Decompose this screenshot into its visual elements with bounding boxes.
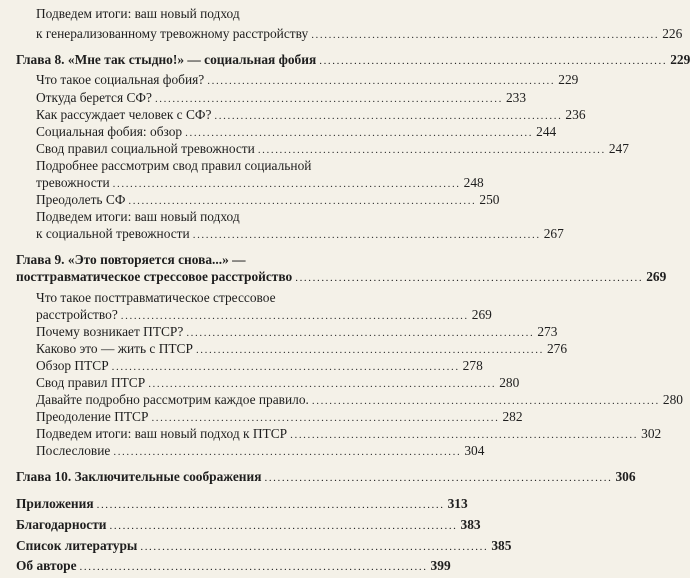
dot-leader: ................................................................................ [154,93,503,105]
toc-entry-page: 250 [479,192,500,207]
toc-entry [36,324,558,342]
toc-entry [36,141,629,159]
toc-entry-title: Преодоление ПТСР [36,409,149,424]
toc-entry-title: Почему возникает ПТСР? [36,324,184,339]
toc-entry-title: тревожности [36,175,110,190]
dot-leader: ................................................................................ [185,127,534,139]
toc-entry-page: 269 [471,307,492,322]
toc-entry-title: Давайте подробно рассмотрим каждое правило. [36,392,309,407]
chapter-10-heading [16,469,636,487]
toc-entry-page: 248 [463,175,484,190]
toc-entry-title: Откуда берется СФ? [36,90,152,105]
toc-entry [36,426,662,444]
dot-leader: ................................................................................ [186,327,535,339]
toc-entry-line1: Подробнее рассмотрим свод правил социальной [36,158,312,173]
toc-entry-title: к генерализованному тревожному расстройству [36,26,309,41]
toc-entry-page: 278 [462,358,483,373]
toc-entry-page: 302 [641,426,662,441]
dot-leader: ................................................................................ [290,429,639,441]
toc-entry-line1: Что такое посттравматическое стрессовое [36,290,276,305]
toc-entry-page: 236 [565,107,586,122]
chapter-8-heading [16,52,690,70]
toc-entry-page: 273 [537,324,558,339]
toc-entry [36,443,485,461]
toc-entry-page: 280 [662,392,683,407]
toc-entry-line1: Подведем итоги: ваш новый подход [36,6,240,21]
toc-entry [36,358,483,376]
toc-entry-title: Свод правил ПТСР [36,375,146,390]
dot-leader: ................................................................................ [319,55,668,67]
dot-leader: ................................................................................ [128,195,477,207]
dot-leader: ................................................................................ [140,541,489,553]
dot-leader: ................................................................................ [192,229,541,241]
toc-entry-page: 276 [546,341,568,356]
back-matter-page: 313 [447,496,468,511]
toc-entry-page: 247 [608,141,629,156]
toc-entry [36,409,523,427]
chapter-page: 269 [646,269,667,284]
dot-leader: ................................................................................ [79,561,428,573]
toc-entry-title: Социальная фобия: обзор [36,124,183,139]
chapter-9-heading-line1: Глава 9. «Это повторяется снова...» — [16,252,246,267]
toc-entry-page: 282 [502,409,523,424]
back-matter-title: Список литературы [16,538,138,553]
chapter-title: Глава 8. «Мне так стыдно!» — социальная фобия [16,52,317,67]
dot-leader: ................................................................................ [113,446,462,458]
chapter-page: 229 [670,52,690,67]
dot-leader: ................................................................................ [311,395,660,407]
back-matter-entry [16,538,512,556]
back-matter-page: 385 [491,538,512,553]
back-matter-entry [16,517,481,535]
toc-entry [36,307,492,325]
toc-entry [36,175,484,193]
dot-leader: ................................................................................ [151,412,500,424]
toc-entry [36,107,586,125]
dot-leader: ................................................................................ [214,110,563,122]
dot-leader: ................................................................................ [111,361,460,373]
toc-entry-page: 229 [558,72,579,87]
toc-entry [36,90,527,108]
dot-leader: ................................................................................ [257,144,606,156]
dot-leader: ................................................................................ [120,310,469,322]
dot-leader: ................................................................................ [195,344,544,356]
toc-entry-title: Свод правил социальной тревожности [36,141,255,156]
toc-entry-title: Послесловие [36,443,111,458]
toc-entry-title: Как рассуждает человек с СФ? [36,107,212,122]
back-matter-page: 383 [460,517,481,532]
toc-entry-title: расстройство? [36,307,118,322]
back-matter-title: Благодарности [16,517,107,532]
dot-leader: ................................................................................ [112,178,461,190]
toc-entry-page: 267 [543,226,564,241]
dot-leader: ................................................................................ [96,499,445,511]
chapter-title: Глава 10. Заключительные соображения [16,469,262,484]
dot-leader: ................................................................................ [311,29,660,41]
dot-leader: ................................................................................ [109,520,458,532]
dot-leader: ................................................................................ [295,272,644,284]
back-matter-title: Приложения [16,496,94,511]
toc-entry [36,72,579,90]
toc-entry-page: 226 [662,26,683,41]
toc-entry-title: Подведем итоги: ваш новый подход к ПТСР [36,426,288,441]
toc-entry [36,26,683,44]
chapter-page: 306 [615,469,636,484]
toc-entry [36,192,500,210]
toc-entry-title: Что такое социальная фобия? [36,72,205,87]
chapter-9-heading [16,269,667,287]
toc-entry-line1: Подведем итоги: ваш новый подход [36,209,240,224]
toc-entry-title: Преодолеть СФ [36,192,126,207]
toc-entry-page: 233 [505,90,527,105]
dot-leader: ................................................................................ [207,75,556,87]
toc-entry-page: 244 [536,124,557,139]
dot-leader: ................................................................................ [264,472,613,484]
dot-leader: ................................................................................ [148,378,497,390]
toc-entry-title: к социальной тревожности [36,226,190,241]
toc-entry [36,226,564,244]
toc-entry [36,392,683,410]
back-matter-entry [16,496,468,514]
toc-entry [36,375,520,393]
toc-entry [36,124,557,142]
toc-entry-title: Обзор ПТСР [36,358,109,373]
chapter-title: посттравматическое стрессовое расстройство [16,269,293,284]
toc-entry-page: 280 [499,375,520,390]
back-matter-entry [16,558,451,576]
toc-entry [36,341,568,359]
toc-entry-page: 304 [464,443,485,458]
back-matter-page: 399 [430,558,451,573]
back-matter-title: Об авторе [16,558,77,573]
toc-entry-title: Каково это — жить с ПТСР [36,341,193,356]
